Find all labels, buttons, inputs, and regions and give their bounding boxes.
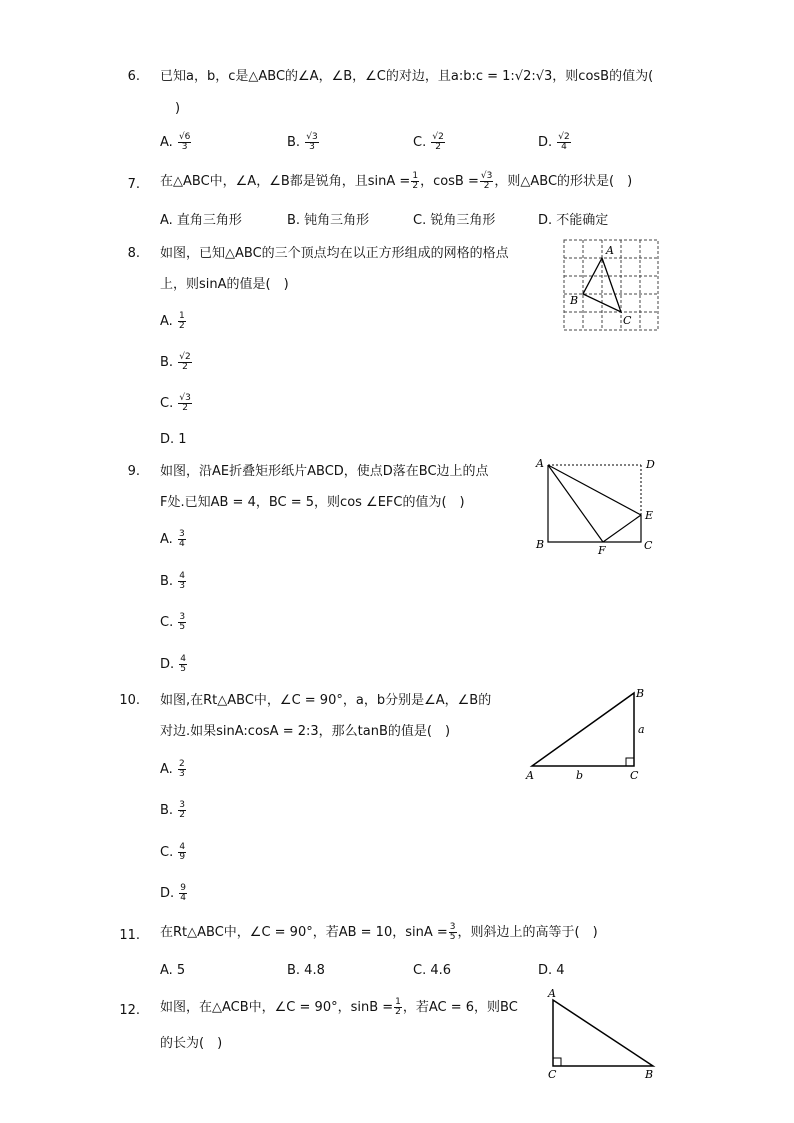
q10-label-side-a: a [638,723,645,736]
q8-option-c: C. $\frac{√3}{2}$ [160,393,191,413]
q7-option-a: A. 直角三角形 [160,213,242,228]
q12-label-c: C [548,1068,557,1081]
q12-number: 12. [119,1003,140,1018]
q6-stem-line2: ) [175,101,181,116]
q8-label-c: C [623,314,632,327]
q8-option-a: A. $\frac{1}{2}$ [160,311,185,331]
q12-label-b: B [645,1068,654,1081]
q11-option-c: C. 4.6 [413,963,452,978]
q8-option-d: D. 1 [160,432,187,447]
q10-label-a-vertex: A [526,769,534,782]
q9-stem-line1: 如图，沿AE折叠矩形纸片ABCD，使点D落在BC边上的点 [160,464,489,479]
q10-number: 10. [119,693,140,708]
q6-stem-line1: 已知a，b，c是△ABC的∠A，∠B，∠C的对边，且a:b:c = 1:√2:√3，则cosB的值为( [160,69,654,84]
q9-label-f: F [598,544,606,557]
q8-stem-line2: 上，则sinA的值是( ) [160,277,289,292]
q11-option-b: B. 4.8 [287,963,325,978]
q10-option-a: A. $\frac{2}{3}$ [160,759,185,779]
q10-stem-line1: 如图,在Rt△ABC中，∠C = 90°，a，b分别是∠A，∠B的 [160,693,492,708]
q8-number: 8. [127,246,140,261]
q11-number: 11. [119,928,140,943]
q10-option-d: D. $\frac{9}{4}$ [160,883,187,903]
q9-number: 9. [127,464,140,479]
q7-option-c: C. 锐角三角形 [413,213,496,228]
q6-option-a: A. $\frac{√6}{3}$ [160,132,191,152]
q10-option-b: B. $\frac{3}{2}$ [160,800,185,820]
q9-option-d: D. $\frac{4}{5}$ [160,654,187,674]
q6-option-d: D. $\frac{√2}{4}$ [538,132,570,152]
q7-option-b: B. 钝角三角形 [287,213,370,228]
q9-label-b: B [536,538,545,551]
q10-label-c-vertex: C [630,769,639,782]
q6-option-c: C. $\frac{√2}{2}$ [413,132,444,152]
q7-option-d: D. 不能确定 [538,213,609,228]
q12-right-triangle-figure [540,985,660,1082]
q12-label-a: A [548,987,556,1000]
q6-option-b: B. $\frac{√3}{3}$ [287,132,318,152]
q9-rectangle-figure [530,455,665,557]
q10-stem-line2: 对边.如果sinA:cosA = 2:3，那么tanB的值是( ) [160,724,451,739]
q9-option-a: A. $\frac{3}{4}$ [160,529,185,549]
q9-label-d: D [646,458,655,471]
q8-stem-line1: 如图，已知△ABC的三个顶点均在以正方形组成的网格的格点 [160,246,509,261]
q11-option-d: D. 4 [538,963,565,978]
q6-number: 6. [127,69,140,84]
q9-label-c: C [644,539,653,552]
q9-stem-line2: F处.已知AB = 4，BC = 5，则cos ∠EFC的值为( ) [160,495,465,510]
q8-label-a: A [606,244,614,257]
q11-option-a: A. 5 [160,963,186,978]
q9-option-b: B. $\frac{4}{3}$ [160,571,185,591]
q7-stem: 在△ABC中，∠A，∠B都是锐角，且sinA = $\frac{1}{2}$ ，cosB = $\frac{√3}{2}$ ，则△ABC的形状是( ) [160,171,633,191]
q10-label-b-vertex: B [636,687,645,700]
q9-label-a: A [536,457,544,470]
q8-grid-figure [560,238,662,334]
q11-stem: 在Rt△ABC中，∠C = 90°，若AB = 10，sinA = $\frac{3}{5}$ ，则斜边上的高等于( ) [160,922,598,942]
q9-label-e: E [645,509,654,522]
q8-label-b: B [570,294,579,307]
q10-label-side-b: b [576,769,584,782]
q10-right-triangle-figure [520,683,655,785]
q8-option-b: B. $\frac{√2}{2}$ [160,352,191,372]
q12-stem-line1: 如图，在△ACB中，∠C = 90°，sinB = $\frac{1}{2}$ ，若AC = 6，则BC [160,997,518,1017]
q7-number: 7. [127,177,140,192]
q9-option-c: C. $\frac{3}{5}$ [160,612,186,632]
q10-option-c: C. $\frac{4}{9}$ [160,842,186,862]
q12-stem-line2: 的长为( ) [160,1036,223,1051]
